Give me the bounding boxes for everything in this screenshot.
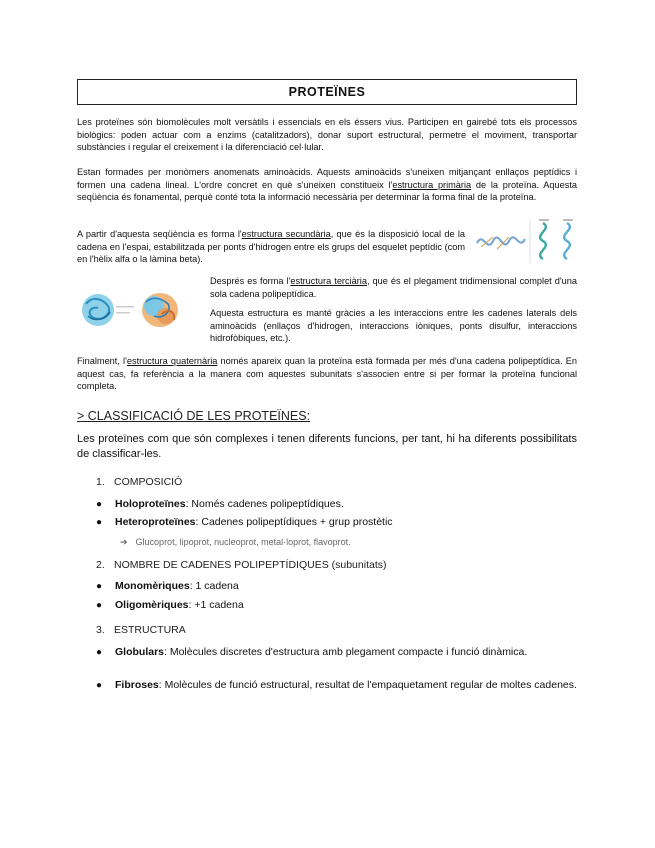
bullet-icon: ● [96, 680, 103, 691]
classification-heading: 3. ESTRUCTURA [96, 624, 186, 636]
paragraph-intro: Les proteïnes són biomolècules molt versàtils i essencials en els éssers vius. Participen en gairebé tots els processos biològics: poden actuar com a enzims (catalitzadors), donar suport estructural, permetre el moviment, transportar substàncies i regular el creixement i la diferenciació cel·lular. [77, 117, 577, 153]
section-title: > CLASSIFICACIÓ DE LES PROTEÏNES: [77, 409, 311, 423]
classification-heading: 1. COMPOSICIÓ [96, 476, 183, 488]
classification-heading: 2. NOMBRE DE CADENES POLIPEPTÍDIQUES (subunitats) [96, 559, 387, 571]
paragraph-tertiary-structure: Després es forma l'estructura terciària, que és el plegament tridimensional complet d'una sola cadena polipeptídica. [210, 276, 577, 299]
classification-intro: Les proteïnes com que són complexes i tenen diferents funcions, per tant, hi ha diferents possibilitats de classificar-les. [77, 433, 577, 460]
secondary-structure-figure [473, 217, 583, 265]
link-quaternary-structure: estructura quaternària [126, 356, 218, 366]
paragraph-primary-structure: Estan formades per monòmers anomenats aminoàcids. Aquests aminoàcids s'uneixen mitjançant enllaços peptídics i formen una cadena lineal. L'ordre concret en què s'uneixen constitueix l'estructura primària de la proteïna. Aquesta seqüència és fonamental, perquè conté tota la informació necessària per determinar la forma final de la proteïna. [77, 167, 577, 203]
paragraph-interactions: Aquesta estructura es manté gràcies a les interaccions entre les cadenes laterals dels aminoàcids (enllaços d'hidrogen, interaccions iòniques, ponts disulfur, interaccions hidrofòbiques, etc.). [210, 308, 577, 344]
document-page: PROTEÏNES Les proteïnes són biomolècules molt versàtils i essencials en els éssers vius. Participen en gairebé tots els processos biològics: poden actuar com a enzims (catalitzadors), donar suport estructural, permetre el moviment, transportar substàncies i regular el creixement i la diferenciació cel·lular. Estan formades per monòmers anomenats aminoàcids. Aquests aminoàcids s'uneixen mitjançant enllaços peptídics i formen una cadena lineal. L'ordre concret en què s'uneixen constitueix l'estructura primària de la proteïna. Aquesta seqüència és fonamental, perquè conté tota la informació necessària per determinar la forma final de la proteïna. A partir d'aquesta seqüència es forma l'estructura secundària, que és la disposició local de la cadena en l'espai, estabilitzada per ponts d'hidrogen entre els grups del esquelet peptídic (com en l'hèlix alfa o la làmina beta). Després es forma l'estructura terciària, que és el plegament tridimensional complet d'una sola cadena polipeptídica. Aquesta estructura es manté gràcies a les interaccions entre les cadenes laterals dels aminoàcids (enllaços d'hidrogen, interaccions iòniques, ponts disulfur, interaccions hidrofòbiques, etc.). Finalment, l'estructura quaternària només apareix quan la proteïna està formada per més d'una cadena polipeptídica. En aquest cas, fa referència a la manera com aquestes subunitats s'associen entre si per formar la proteïna funcional completa. > CLASSIFICACIÓ DE LES PROTEÏNES: Les proteïnes com que són complexes i tenen diferents funcions, per tant, hi ha diferents possibilitats de classificar-les. 1. COMPOSICIÓ ● Holoproteïnes: Només cadenes polipeptídiques. ● Heteroproteïnes: Cadenes polipeptídiques + grup prostètic ➔ Glucoprot, lipoprot, nucleoprot, metal·loprot, flavoprot. 2. NOMBRE DE CADENES POLIPEPTÍDIQUES (subunitats) ● Monomèriques: 1 cadena ● Oligomèriques: +1 cadena 3. ESTRUCTURA ● Globulars: Molècules discretes d'estructura amb plegament compacte i funció dinàmica. ● Fibroses: Molècules de funció estructural, resultat de l'empaquetament regular de moltes cadenes. [0, 0, 655, 848]
page-title: PROTEÏNES [77, 79, 577, 105]
link-primary-structure: estructura primària [392, 179, 472, 190]
link-secondary-structure: estructura secundària [241, 229, 331, 239]
paragraph-quaternary-structure: Finalment, l'estructura quaternària només apareix quan la proteïna està formada per més d'una cadena polipeptídica. En aquest cas, fa referència a la manera com aquestes subunitats s'associen entre si per formar la proteïna funcional completa. [77, 356, 577, 392]
paragraph-secondary-structure: A partir d'aquesta seqüència es forma l'estructura secundària, que és la disposició local de la cadena en l'espai, estabilitzada per ponts d'hidrogen entre els grups del esquelet peptídic (com en l'hèlix alfa o la làmina beta). [77, 229, 465, 265]
bullet-icon: ● [96, 600, 103, 611]
arrow-right-icon: ➔ [120, 537, 128, 547]
link-tertiary-structure: estructura terciària [290, 276, 367, 286]
bullet-icon: ● [96, 581, 103, 592]
bullet-icon: ● [96, 517, 103, 528]
tertiary-structure-figure [78, 288, 196, 332]
sub-list-item: ➔ Glucoprot, lipoprot, nucleoprot, metal·loprot, flavoprot. [120, 537, 351, 547]
bullet-icon: ● [96, 499, 103, 510]
bullet-icon: ● [96, 647, 103, 658]
